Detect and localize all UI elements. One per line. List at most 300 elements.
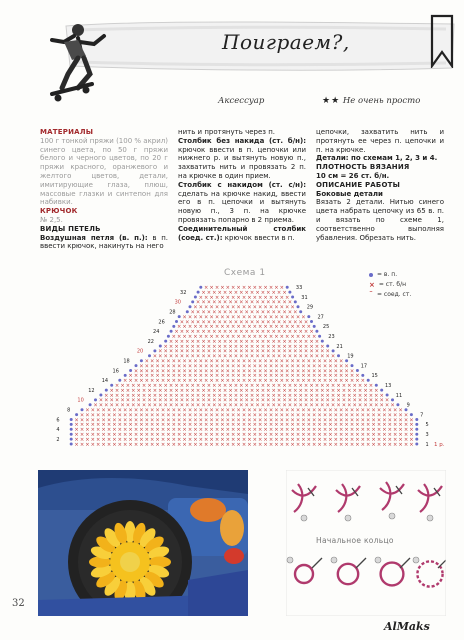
stitch-mark: × — [363, 402, 368, 409]
page-corner-mark — [428, 14, 456, 68]
stitch-mark: × — [225, 314, 230, 321]
stitch-mark: × — [128, 432, 133, 438]
stitch-mark: × — [360, 378, 365, 385]
stitch-mark: × — [125, 392, 131, 399]
stitch-mark: × — [271, 383, 276, 389]
stitch-mark: × — [182, 432, 187, 438]
chain-mark — [148, 354, 151, 357]
stitch-mark: × — [74, 422, 79, 429]
stitch-mark: × — [204, 368, 209, 375]
stitch-mark: × — [114, 397, 120, 404]
stitch-mark: × — [239, 383, 244, 389]
stitch-mark: × — [187, 358, 193, 365]
stitch-mark: × — [290, 324, 295, 331]
ring-step — [375, 557, 410, 585]
stitch-mark: × — [317, 422, 322, 429]
hook-text: № 2,5. — [40, 215, 63, 224]
stitch-mark: × — [220, 285, 225, 291]
stitch-mark: × — [228, 338, 233, 345]
chain-mark — [194, 296, 197, 299]
stitch-mark: × — [241, 304, 247, 311]
stitch-mark: × — [222, 343, 228, 350]
stitch-mark: × — [233, 338, 239, 345]
stitch-mark: × — [355, 432, 360, 438]
stitch-mark: × — [241, 334, 247, 340]
stitch-mark: × — [282, 387, 287, 394]
stitch-mark: × — [128, 422, 133, 429]
stitch-mark: × — [163, 383, 168, 389]
stitch-mark: × — [366, 422, 371, 429]
stitch-mark: × — [298, 397, 303, 404]
stitch-mark: × — [187, 412, 193, 419]
stitch-mark: × — [209, 363, 214, 370]
stitch-mark: × — [112, 436, 117, 443]
stitch-mark: × — [306, 417, 311, 424]
stitch-mark: × — [303, 392, 309, 399]
stitch-mark: × — [214, 358, 220, 365]
stitch-mark: × — [128, 417, 133, 424]
stitch-mark: × — [295, 432, 301, 438]
stitch-mark: × — [150, 441, 155, 448]
stitch-mark: × — [144, 363, 149, 370]
stitch-mark: × — [217, 383, 222, 389]
stitch-mark: × — [214, 304, 220, 311]
stitch-mark: × — [204, 373, 209, 380]
stitch-mark: × — [101, 422, 106, 429]
stitch-mark: × — [282, 392, 287, 399]
stitch-mark: × — [344, 363, 349, 370]
stitch-mark: × — [258, 324, 263, 331]
stitch-mark: × — [355, 427, 360, 434]
stitch-mark: × — [206, 387, 212, 394]
sc-name: Столбик без накида (ст. б/н): — [178, 136, 306, 145]
stitch-mark: × — [252, 363, 257, 370]
stitch-mark: × — [274, 358, 279, 365]
stitch-mark: × — [212, 383, 217, 389]
chain-mark — [105, 389, 108, 392]
stitch-mark: × — [163, 397, 168, 404]
stitch-mark: × — [190, 309, 195, 316]
stitch-mark: × — [339, 427, 344, 434]
stitch-mark: × — [204, 324, 209, 331]
stitch-mark: × — [252, 373, 257, 380]
stitch-mark: × — [214, 422, 220, 429]
stitch-mark: × — [247, 358, 252, 365]
stitch-mark: × — [249, 397, 255, 404]
chain-mark — [391, 398, 394, 401]
stitch-mark: × — [360, 417, 365, 424]
stitch-mark: × — [274, 304, 279, 311]
materials-heading: МАТЕРИАЛЫ — [40, 128, 94, 136]
stitch-mark: × — [328, 373, 333, 380]
chain-mark — [415, 433, 418, 436]
chain-mark — [140, 359, 143, 362]
stitch-mark: × — [150, 436, 155, 443]
stitch-mark: × — [182, 373, 187, 380]
stitch-mark: × — [355, 417, 360, 424]
chain-mark — [326, 345, 329, 348]
stitch-mark: × — [314, 383, 320, 389]
stitch-mark: × — [98, 402, 104, 409]
stitch-mark: × — [376, 427, 382, 434]
stitch-mark: × — [339, 363, 344, 370]
stitch-mark: × — [144, 417, 149, 424]
chain-stitch-name: Воздушная петля (в. п.): — [40, 233, 148, 242]
stitch-mark: × — [258, 285, 263, 291]
stitch-mark: × — [241, 324, 247, 331]
stitch-mark: × — [301, 441, 306, 448]
stitch-mark: × — [287, 319, 293, 326]
stitch-mark: × — [263, 373, 268, 380]
chain-mark — [175, 320, 178, 323]
stitch-mark: × — [158, 402, 163, 409]
stitch-mark: × — [236, 363, 241, 370]
stitch-mark: × — [225, 407, 230, 414]
stitch-mark: × — [96, 427, 101, 434]
stitch-mark: × — [266, 289, 271, 296]
stitch-mark: × — [290, 334, 295, 340]
difficulty-text: Не очень просто — [342, 96, 421, 106]
stitch-mark: × — [312, 378, 317, 385]
stitch-mark: × — [387, 412, 392, 419]
stitch-mark: × — [271, 329, 276, 336]
stitch-mark: × — [220, 324, 225, 331]
stitch-mark: × — [212, 338, 217, 345]
stitch-mark: × — [185, 353, 190, 360]
stitch-mark: × — [241, 368, 247, 375]
difficulty-stars-icon: ★★ — [322, 96, 341, 106]
stitch-mark: × — [136, 383, 141, 389]
stitch-mark: × — [249, 299, 255, 306]
stitch-mark: × — [282, 289, 287, 296]
stitch-mark: × — [74, 441, 79, 448]
stitch-mark: × — [276, 353, 282, 360]
chain-mark — [70, 423, 73, 426]
stitch-mark: × — [231, 417, 236, 424]
stitch-mark: × — [328, 422, 333, 429]
stitch-mark: × — [171, 368, 176, 375]
stitch-mark: × — [187, 441, 193, 448]
stitch-mark: × — [231, 407, 236, 414]
stitch-mark: × — [260, 343, 266, 350]
stitch-mark: × — [187, 417, 193, 424]
stitch-mark: × — [314, 402, 320, 409]
chain-mark — [159, 345, 162, 348]
stitch-mark: × — [285, 373, 290, 380]
stitch-mark: × — [312, 436, 317, 443]
stitch-mark: × — [204, 436, 209, 443]
stitch-mark: × — [301, 436, 306, 443]
stitch-mark: × — [190, 343, 195, 350]
stitch-mark: × — [409, 422, 414, 429]
stitch-mark: × — [198, 427, 203, 434]
stitch-mark: × — [233, 309, 239, 316]
stitch-mark: × — [128, 427, 133, 434]
stitch-mark: × — [268, 324, 274, 331]
stitch-mark: × — [258, 314, 263, 321]
stitch-mark: × — [263, 285, 268, 291]
stitch-mark: × — [123, 427, 128, 434]
stitch-mark: × — [228, 387, 233, 394]
stitch-mark: × — [333, 427, 338, 434]
stitch-mark: × — [298, 338, 303, 345]
stitch-mark: × — [309, 387, 314, 394]
stitch-mark: × — [241, 422, 247, 429]
stitch-mark: × — [368, 383, 374, 389]
stitch-mark: × — [90, 432, 95, 438]
stitch-mark: × — [393, 441, 398, 448]
stitch-mark: × — [236, 378, 241, 385]
stitch-mark: × — [252, 436, 257, 443]
stitch-mark: × — [225, 441, 230, 448]
row-number: 12 — [88, 387, 95, 394]
stitch-mark: × — [258, 441, 263, 448]
stitch-mark: × — [231, 294, 236, 301]
stitch-mark: × — [152, 402, 158, 409]
stitch-mark: × — [336, 383, 341, 389]
stitch-mark: × — [209, 334, 214, 340]
stitch-mark: × — [266, 392, 271, 399]
stitch-mark: × — [282, 343, 287, 350]
stitch-mark: × — [174, 348, 179, 355]
stitch-mark: × — [306, 373, 311, 380]
stitch-mark: × — [198, 334, 203, 340]
stitch-mark: × — [285, 422, 290, 429]
stitch-mark: × — [90, 427, 95, 434]
stitch-mark: × — [303, 397, 309, 404]
stitch-mark: × — [163, 343, 168, 350]
category-label: Аксессуар — [218, 96, 265, 106]
stitch-mark: × — [171, 441, 176, 448]
stitch-mark: × — [158, 348, 163, 355]
stitch-mark: × — [357, 397, 363, 404]
stitch-mark: × — [166, 358, 171, 365]
stitch-mark: × — [398, 417, 403, 424]
chain-symbol-icon — [369, 273, 373, 277]
stitch-mark: × — [190, 348, 195, 355]
stitch-mark: × — [231, 334, 236, 340]
stitch-mark: × — [195, 383, 201, 389]
stitch-mark: × — [174, 329, 179, 336]
stitch-mark: × — [355, 441, 360, 448]
stitch-mark: × — [96, 412, 101, 419]
stitch-mark: × — [312, 432, 317, 438]
stitch-mark: × — [403, 441, 409, 448]
stitch-mark: × — [244, 309, 249, 316]
stitch-mark: × — [333, 432, 338, 438]
stitch-mark: × — [160, 368, 166, 375]
text-column-1 — [40, 128, 168, 251]
stitch-mark: × — [247, 417, 252, 424]
stitch-mark: × — [198, 422, 203, 429]
stitch-mark: × — [274, 334, 279, 340]
stitch-mark: × — [228, 329, 233, 336]
stitch-mark: × — [260, 309, 266, 316]
stitch-mark: × — [339, 422, 344, 429]
stitch-mark: × — [285, 417, 290, 424]
stitch-mark: × — [355, 436, 360, 443]
row-number: 16 — [112, 368, 119, 375]
stitch-mark: × — [231, 285, 236, 291]
stitch-mark: × — [236, 334, 241, 340]
stitch-mark: × — [182, 427, 187, 434]
stitch-mark: × — [360, 441, 365, 448]
stitch-mark: × — [190, 319, 195, 326]
stitch-mark: × — [398, 407, 403, 414]
stitch-mark: × — [368, 397, 374, 404]
stitch-mark: × — [376, 422, 382, 429]
stitch-mark: × — [198, 412, 203, 419]
stitch-mark: × — [268, 436, 274, 443]
stitch-mark: × — [247, 422, 252, 429]
stitch-mark: × — [160, 436, 166, 443]
chain-mark — [313, 325, 316, 328]
stitch-mark: × — [293, 338, 298, 345]
stitch-mark: × — [220, 314, 225, 321]
stitch-mark: × — [209, 304, 214, 311]
stitch-mark: × — [363, 392, 368, 399]
stitch-mark: × — [274, 314, 279, 321]
stitch-mark: × — [225, 358, 230, 365]
stitch-mark: × — [104, 397, 109, 404]
stitch-mark: × — [187, 324, 193, 331]
stitch-mark: × — [317, 363, 322, 370]
stitch-mark: × — [139, 417, 144, 424]
stitch-mark: × — [152, 392, 158, 399]
stitch-mark: × — [201, 343, 206, 350]
stitch-mark: × — [206, 348, 212, 355]
stitch-mark: × — [185, 329, 190, 336]
stitch-mark: × — [347, 392, 352, 399]
stitch-mark: × — [320, 402, 325, 409]
stitch-mark: × — [274, 432, 279, 438]
stitch-mark: × — [374, 387, 379, 394]
stitch-mark: × — [306, 441, 311, 448]
stitch-mark: × — [171, 417, 176, 424]
stitch-mark: × — [322, 422, 328, 429]
stitch-mark: × — [239, 402, 244, 409]
stitch-mark: × — [225, 304, 230, 311]
stitch-mark: × — [303, 343, 309, 350]
stitch-mark: × — [228, 343, 233, 350]
stitch-mark: × — [409, 441, 414, 448]
stitch-mark: × — [298, 329, 303, 336]
stitch-mark: × — [306, 358, 311, 365]
stitch-mark: × — [252, 334, 257, 340]
stitch-mark: × — [174, 402, 179, 409]
stitch-mark: × — [393, 407, 398, 414]
stitch-mark: × — [217, 309, 222, 316]
details-text: Детали: по схемам 1, 2, 3 и 4. — [316, 154, 438, 163]
stitch-mark: × — [233, 348, 239, 355]
stitch-mark: × — [120, 392, 125, 399]
stitch-mark: × — [209, 412, 214, 419]
stitch-mark: × — [322, 363, 328, 370]
stitch-mark: × — [282, 397, 287, 404]
stitch-mark: × — [266, 397, 271, 404]
stitch-mark: × — [198, 407, 203, 414]
stitch-mark: × — [285, 363, 290, 370]
stitch-mark: × — [322, 432, 328, 438]
stitch-mark: × — [177, 432, 182, 438]
stitch-mark: × — [333, 412, 338, 419]
stitch-mark: × — [258, 417, 263, 424]
stitch-mark: × — [171, 432, 176, 438]
stitch-mark: × — [193, 334, 198, 340]
stitch-mark: × — [322, 358, 328, 365]
stitch-mark: × — [333, 407, 338, 414]
stitch-mark: × — [147, 392, 152, 399]
stitch-mark: × — [220, 407, 225, 414]
stitch-mark: × — [306, 436, 311, 443]
stitch-mark: × — [349, 441, 355, 448]
stitch-mark: × — [147, 387, 152, 394]
crochet-scheme — [36, 278, 452, 454]
stitch-mark: × — [139, 436, 144, 443]
stitch-mark: × — [228, 348, 233, 355]
stitch-mark: × — [131, 402, 136, 409]
stitch-mark: × — [247, 373, 252, 380]
stitch-mark: × — [204, 417, 209, 424]
stitch-mark: × — [387, 417, 392, 424]
stitch-mark: × — [109, 397, 114, 404]
work-heading: ОПИСАНИЕ РАБОТЫ — [316, 180, 401, 189]
stitch-mark: × — [295, 368, 301, 375]
stitch-mark: × — [266, 387, 271, 394]
stitch-mark: × — [109, 402, 114, 409]
stitch-mark: × — [384, 397, 390, 404]
chain-mark — [345, 359, 348, 362]
stitch-mark: × — [260, 348, 266, 355]
stitch-mark: × — [123, 407, 128, 414]
stitch-mark: × — [241, 285, 247, 291]
stitch-mark: × — [320, 387, 325, 394]
stitch-mark: × — [177, 427, 182, 434]
stitch-mark: × — [139, 368, 144, 375]
side-parts-text: Вязать 2 детали. Нитью синего цвета набрать цепочку из 65 в. п. и вязать по схеме 1, соответственно выполняя убавления. Обрезать нить. — [316, 198, 444, 242]
stitch-mark: × — [263, 417, 268, 424]
stitch-mark: × — [244, 383, 249, 389]
stitch-mark: × — [150, 373, 155, 380]
stitch-mark: × — [328, 417, 333, 424]
stitch-mark: × — [301, 432, 306, 438]
stitch-mark: × — [268, 422, 274, 429]
stitch-mark: × — [285, 324, 290, 331]
stitch-mark: × — [317, 441, 322, 448]
stitch-mark: × — [298, 392, 303, 399]
stitch-mark: × — [231, 432, 236, 438]
stitch-mark: × — [133, 427, 139, 434]
stitch-mark: × — [352, 402, 357, 409]
row-number: 6 — [56, 417, 60, 424]
stitch-mark: × — [287, 309, 293, 316]
stitch-mark: × — [225, 378, 230, 385]
stitch-mark: × — [263, 407, 268, 414]
stitch-mark: × — [387, 427, 392, 434]
stitch-mark: × — [303, 348, 309, 355]
stitch-mark: × — [212, 392, 217, 399]
stitch-mark: × — [141, 392, 147, 399]
stitch-mark: × — [209, 436, 214, 443]
stitch-mark: × — [349, 373, 355, 380]
stitch-mark: × — [301, 363, 306, 370]
stitch-mark: × — [322, 407, 328, 414]
stitch-mark: × — [282, 402, 287, 409]
stitch-mark: × — [312, 368, 317, 375]
stitch-mark: × — [155, 417, 160, 424]
stitch-mark: × — [274, 363, 279, 370]
stitch-mark: × — [160, 417, 166, 424]
